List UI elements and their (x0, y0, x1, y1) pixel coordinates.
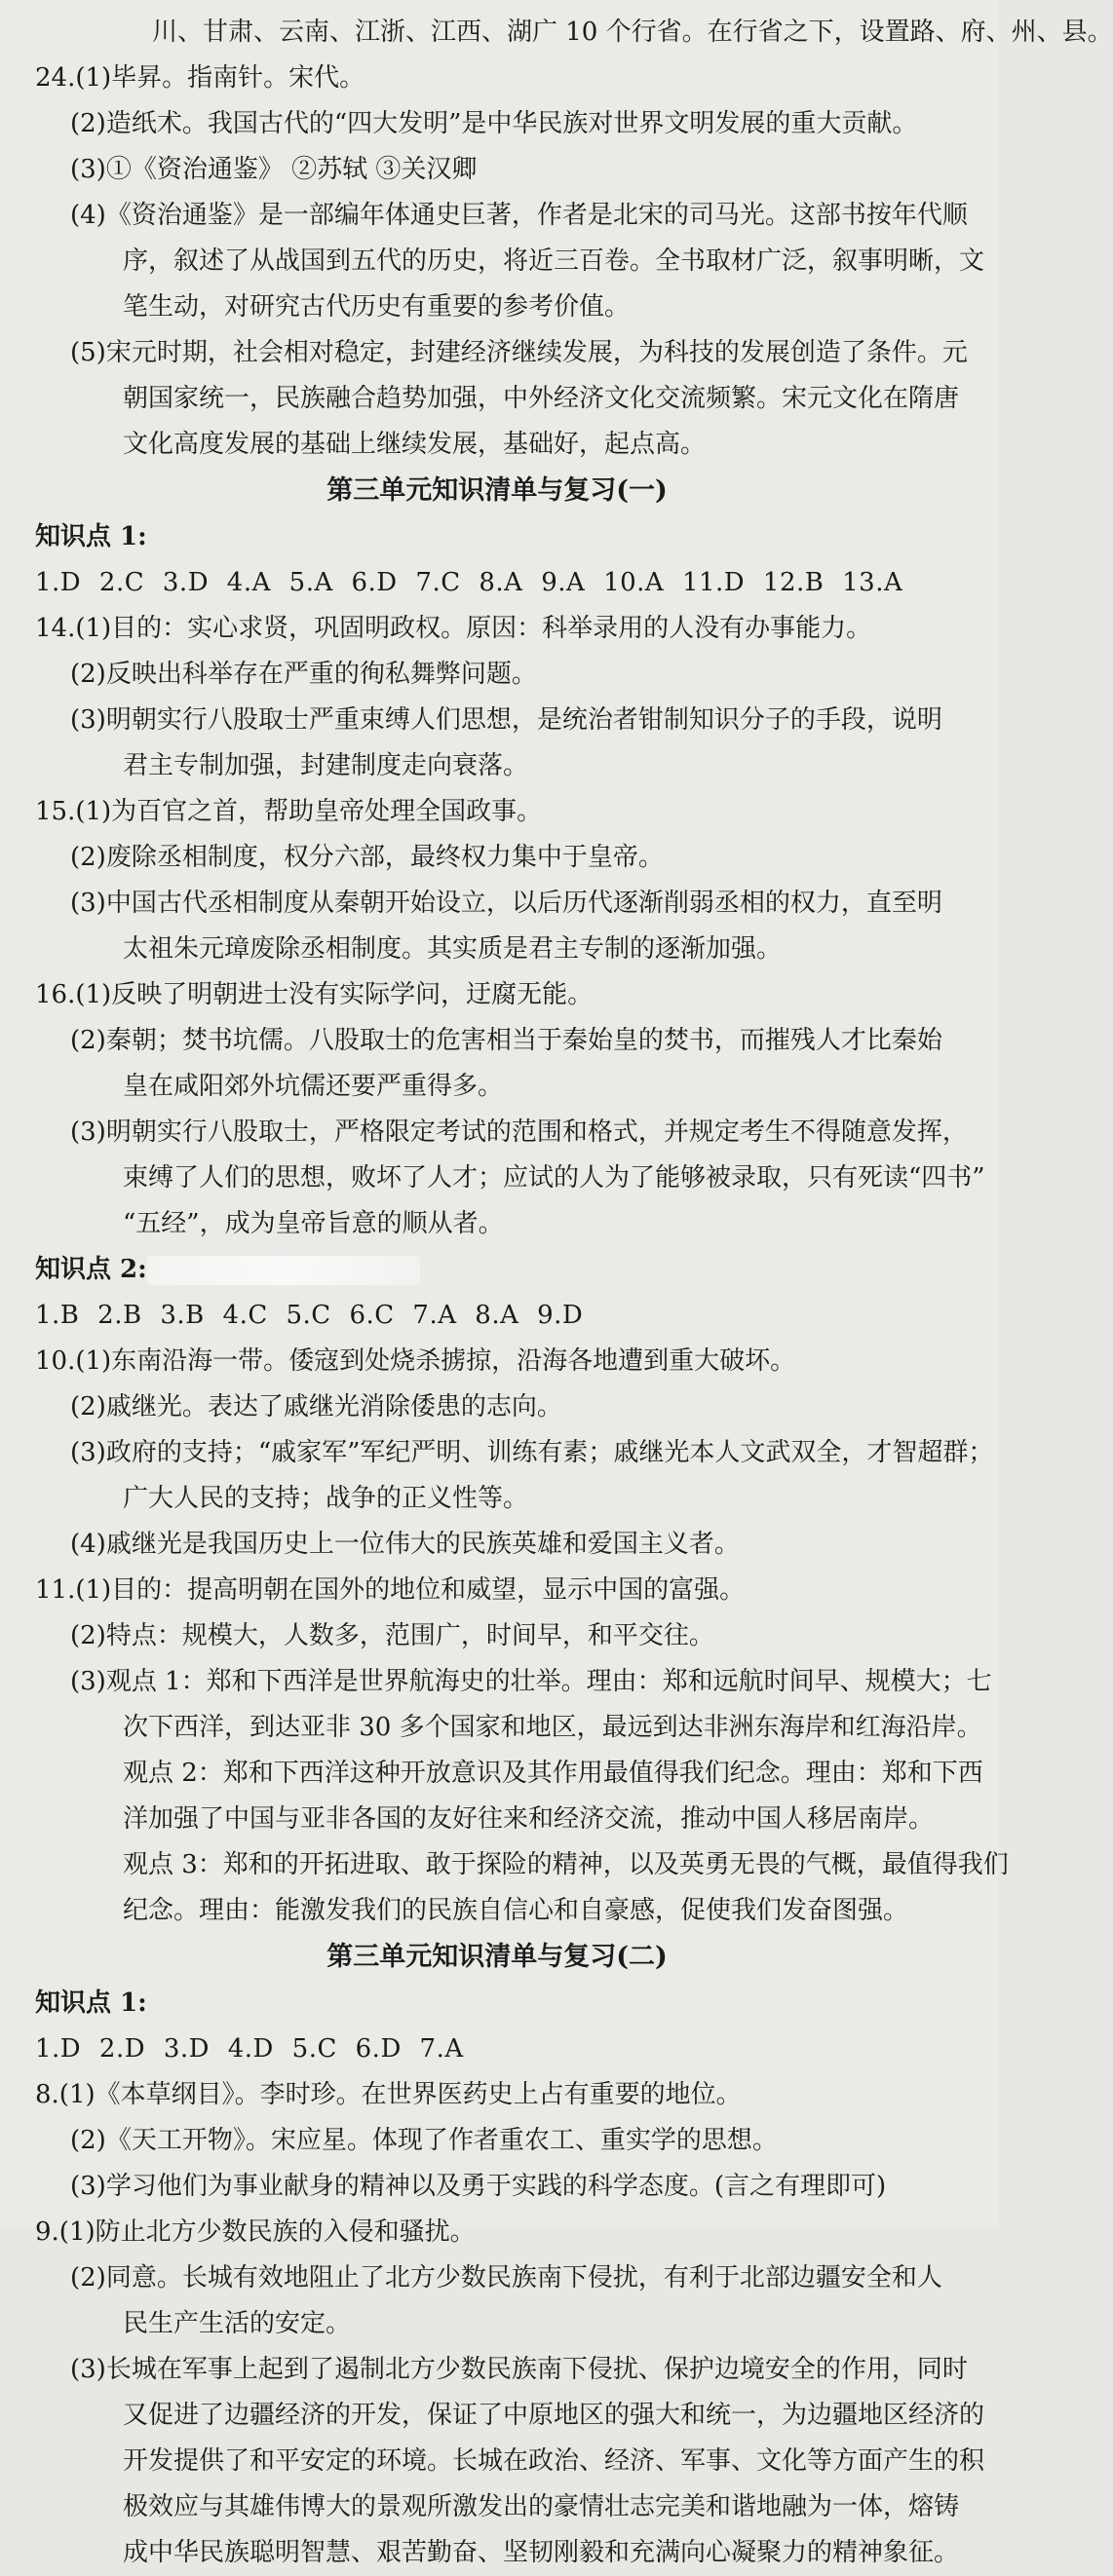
line-text: 14.(1)目的：实心求贤，巩固明政权。原因：科举录用的人没有办事能力。 (35, 614, 872, 643)
line-text: 开发提供了和平安定的环境。长城在政治、经济、军事、文化等方面产生的积 (123, 2446, 985, 2476)
line-text: (3)长城在军事上起到了遏制北方少数民族南下侵扰、保护边境安全的作用，同时 (70, 2355, 968, 2384)
line-text: 朝国家统一，民族融合趋势加强，中外经济文化交流频繁。宋元文化在隋唐 (123, 384, 960, 413)
line-text: (3)学习他们为事业献身的精神以及勇于实践的科学态度。(言之有理即可) (70, 2172, 887, 2201)
text-line (35, 927, 959, 972)
text-line (35, 789, 959, 835)
line-text: 1.D 2.D 3.D 4.D 5.C 6.D 7.A (35, 2034, 464, 2064)
line-text: 知识点 2: (35, 1255, 147, 1284)
text-line (35, 1842, 1009, 1888)
line-text: 1.D 2.C 3.D 4.A 5.A 6.D 7.C 8.A 9.A 10.A 11.D 12.B 13.A (35, 568, 903, 597)
line-text: 次下西洋，到达亚非 30 多个国家和地区，最远到达非洲东海岸和红海沿岸。 (123, 1713, 982, 1742)
line-text: 笔生动，对研究古代历史有重要的参考价值。 (123, 292, 631, 322)
line-text: 第三单元知识清单与复习(一) (326, 475, 668, 506)
text-line (35, 1659, 992, 1705)
text-line (35, 101, 959, 147)
line-text: 成中华民族聪明智慧、艰苦勤奋、坚韧刚毅和充满向心凝聚力的精神象征。 (123, 2538, 960, 2567)
text-line (35, 698, 959, 743)
text-line (35, 330, 968, 376)
text-line (35, 1797, 959, 1842)
text-line (35, 1384, 959, 1430)
text-line (35, 56, 959, 101)
line-text: (2)反映出科举存在严重的徇私舞弊问题。 (70, 660, 537, 689)
line-text: 皇在咸阳郊外坑儒还要严重得多。 (123, 1072, 504, 1101)
line-text: (4)《资治通鉴》是一部编年体通史巨著，作者是北宋的司马光。这部书按年代顺 (70, 201, 968, 230)
text-line (35, 2484, 959, 2530)
text-line (35, 652, 959, 698)
line-text: 24.(1)毕昇。指南针。宋代。 (35, 63, 365, 93)
text-line (35, 881, 959, 927)
line-text: 知识点 1: (35, 522, 147, 551)
text-line (35, 2027, 959, 2072)
text-line (35, 743, 959, 789)
text-line (35, 1613, 959, 1659)
line-text: 知识点 1: (35, 1989, 147, 2018)
text-line (35, 1705, 982, 1751)
line-text: 15.(1)为百官之首，帮助皇帝处理全国政事。 (35, 797, 543, 826)
line-text: 16.(1)反映了明朝进士没有实际学问，迂腐无能。 (35, 980, 594, 1009)
line-text: 川、甘肃、云南、江浙、江西、湖广 10 个行省。在行省之下，设置路、府、州、县。 (152, 18, 1113, 47)
text-line (35, 2072, 959, 2118)
text-line (35, 972, 959, 1018)
text-line (35, 2210, 959, 2255)
text-line (35, 1064, 959, 1110)
line-text: 9.(1)防止北方少数民族的入侵和骚扰。 (35, 2217, 476, 2247)
text-line (35, 239, 985, 284)
text-line (35, 2393, 985, 2439)
section-title (35, 1934, 959, 1981)
line-text: 太祖朱元璋废除丞相制度。其实质是君主专制的逐渐加强。 (123, 934, 783, 964)
smudge-mark (147, 1256, 420, 1285)
line-text: (2)同意。长城有效地阻止了北方少数民族南下侵扰，有利于北部边疆安全和人 (70, 2263, 942, 2292)
section-title (35, 468, 959, 514)
text-line (35, 1201, 959, 1247)
text-line (35, 422, 959, 468)
line-text: 纪念。理由：能激发我们的民族自信心和自豪感，促使我们发奋图强。 (123, 1896, 909, 1925)
line-text: 极效应与其雄伟博大的景观所激发出的豪情壮志完美和谐地融为一体，熔铸 (123, 2492, 960, 2521)
line-text: (3)政府的支持；“戚家军”军纪严明、训练有素；戚继光本人文武双全，才智超群； (70, 1438, 994, 1467)
line-text: 束缚了人们的思想，败坏了人才；应试的人为了能够被录取，只有死读“四书” (123, 1163, 985, 1193)
text-line (35, 560, 959, 606)
line-text: 君主专制加强，封建制度走向衰落。 (123, 751, 529, 780)
knowledge-point-label (35, 514, 959, 560)
text-line (35, 284, 959, 330)
line-text: 观点 3：郑和的开拓进取、敢于探险的精神，以及英勇无畏的气概，最值得我们 (123, 1850, 1009, 1879)
line-text: 广大人民的支持；战争的正义性等。 (123, 1484, 529, 1513)
line-text: (5)宋元时期，社会相对稳定，封建经济继续发展，为科技的发展创造了条件。元 (70, 338, 968, 367)
text-line (35, 2164, 959, 2210)
line-text: (2)特点：规模大，人数多，范围广，时间早，和平交往。 (70, 1621, 714, 1650)
line-text: 10.(1)东南沿海一带。倭寇到处烧杀掳掠，沿海各地遭到重大破坏。 (35, 1346, 796, 1376)
text-line (35, 2301, 959, 2347)
knowledge-point-label (35, 1247, 959, 1293)
line-text: 洋加强了中国与亚非各国的友好往来和经济交流，推动中国人移居南岸。 (123, 1804, 935, 1834)
line-text: (3)观点 1：郑和下西洋是世界航海史的壮举。理由：郑和远航时间早、规模大；七 (70, 1667, 992, 1696)
text-line (35, 376, 959, 422)
text-line (35, 193, 968, 239)
line-text: (3)中国古代丞相制度从秦朝开始设立，以后历代逐渐削弱丞相的权力，直至明 (70, 889, 942, 918)
knowledge-point-label (35, 1981, 959, 2027)
line-text: “五经”，成为皇帝旨意的顺从者。 (123, 1209, 504, 1238)
text-line (35, 147, 959, 193)
line-text: 文化高度发展的基础上继续发展，基础好，起点高。 (123, 430, 707, 459)
line-text: 观点 2：郑和下西洋这种开放意识及其作用最值得我们纪念。理由：郑和下西 (123, 1759, 983, 1788)
text-line (35, 1293, 959, 1339)
text-line (35, 2118, 959, 2164)
text-line (35, 606, 959, 652)
text-line (35, 1110, 968, 1155)
line-text: (3)明朝实行八股取士，严格限定考试的范围和格式，并规定考生不得随意发挥， (70, 1118, 968, 1147)
line-text: (2)《天工开物》。宋应星。体现了作者重农工、重实学的思想。 (70, 2126, 778, 2155)
text-line (35, 2530, 959, 2576)
text-line (35, 2347, 968, 2393)
text-line (35, 1751, 983, 1797)
line-text: (4)戚继光是我国历史上一位伟大的民族英雄和爱国主义者。 (70, 1530, 740, 1559)
text-line (35, 1430, 994, 1476)
line-text: 序，叙述了从战国到五代的历史，将近三百卷。全书取材广泛，叙事明晰，文 (123, 246, 985, 276)
line-text: (2)戚继光。表达了戚继光消除倭患的志向。 (70, 1392, 562, 1421)
text-line (35, 2255, 959, 2301)
text-line (35, 1018, 959, 1064)
line-text: 第三单元知识清单与复习(二) (326, 1942, 668, 1972)
text-line (35, 1339, 959, 1384)
text-line (35, 1522, 959, 1568)
line-text: (3)明朝实行八股取士严重束缚人们思想，是统治者钳制知识分子的手段，说明 (70, 705, 942, 735)
line-text: 8.(1)《本草纲目》。李时珍。在世界医药史上占有重要的地位。 (35, 2080, 742, 2109)
line-text: (2)造纸术。我国古代的“四大发明”是中华民族对世界文明发展的重大贡献。 (70, 109, 918, 138)
line-text: (3)①《资治通鉴》 ②苏轼 ③关汉卿 (70, 155, 478, 184)
text-line (35, 1568, 959, 1613)
text-line (35, 835, 959, 881)
line-text: (2)废除丞相制度，权分六部，最终权力集中于皇帝。 (70, 843, 664, 872)
text-line (35, 1888, 959, 1934)
line-text: 民生产生活的安定。 (123, 2309, 352, 2338)
line-text: (2)秦朝；焚书坑儒。八股取士的危害相当于秦始皇的焚书，而摧残人才比秦始 (70, 1026, 942, 1055)
text-line (35, 2439, 985, 2484)
text-line (35, 10, 1113, 56)
line-text: 1.B 2.B 3.B 4.C 5.C 6.C 7.A 8.A 9.D (35, 1301, 584, 1330)
line-text: 又促进了边疆经济的开发，保证了中原地区的强大和统一，为边疆地区经济的 (123, 2401, 985, 2430)
line-text: 11.(1)目的：提高明朝在国外的地位和威望，显示中国的富强。 (35, 1575, 746, 1605)
text-line (35, 1476, 959, 1522)
text-line (35, 1155, 985, 1201)
